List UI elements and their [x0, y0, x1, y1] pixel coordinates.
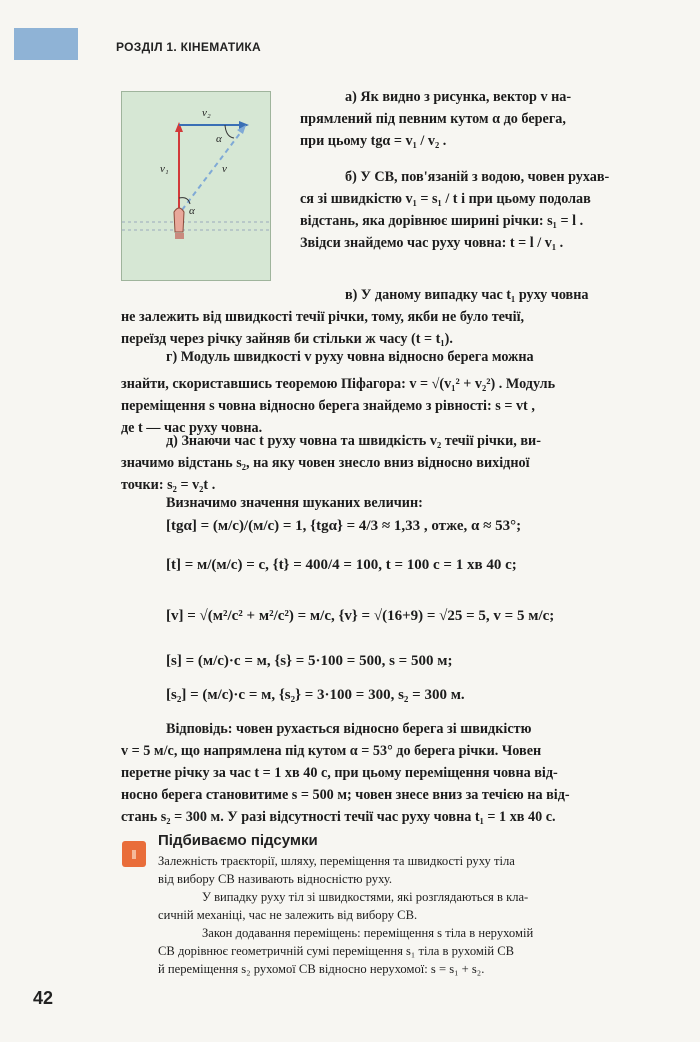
calc-line-t: [t] = м/(м/с) = с, {t} = 400/4 = 100, t = 100 с = 1 хв 40 с;: [166, 557, 517, 573]
page-number: 42: [33, 988, 54, 1008]
text-line: й переміщення s₂ рухомої СВ відносно нерухомої: s = s₁ + s₂.: [158, 962, 485, 976]
text-line: б) У СВ, пов'язаній з водою, човен рухав-: [345, 169, 610, 185]
text-line: носно берега становитиме s = 500 м; човен знесе вниз за течією на від-: [121, 787, 570, 803]
text-line: точки: s₂ = v₂t .: [121, 477, 216, 493]
text-line: СВ дорівнює геометричній сумі переміщення s₁ тіла в рухомій СВ: [158, 944, 515, 958]
text-line: прямлений під певним кутом α до берега,: [300, 111, 566, 127]
vector-diagram-svg: [122, 92, 270, 280]
calc-intro: Визначимо значення шуканих величин:: [166, 495, 423, 511]
paragraph-g: [121, 346, 661, 439]
vector-figure: [121, 91, 271, 281]
text-line: Відповідь: човен рухається відносно берега зі швидкістю: [166, 721, 532, 737]
text-line: сичній механіці, час не залежить від вибору СВ.: [158, 908, 418, 922]
text-line: Звідси знайдемо час руху човна: t = l / v₁ .: [300, 235, 564, 251]
paragraph-d: [121, 430, 661, 496]
text-line: Залежність траєкторії, шляху, переміщення та швидкості руху тіла: [158, 854, 515, 868]
text-line: від вибору СВ називають відносністю руху.: [158, 872, 393, 886]
text-line: перетне річку за час t = 1 хв 40 с, при цьому переміщення човна від-: [121, 765, 558, 781]
answer-paragraph: [121, 718, 661, 828]
text-line: знайти, скориставшись теоремою Піфагора: v = √(v₁² + v₂²) . Модуль: [121, 376, 556, 392]
summary-text: [158, 852, 668, 978]
calc-line-v: [v] = √(м²/с² + м²/с²) = м/с, {v} = √(16+9) = √25 = 5, v = 5 м/с;: [166, 608, 555, 624]
paragraph-v: [121, 284, 661, 350]
header-color-tab: [14, 28, 78, 60]
paragraph-a: [300, 86, 660, 152]
calc-line-tg: [tgα] = (м/с)/(м/с) = 1, {tgα} = 4/3 ≈ 1,33 , отже, α ≈ 53°;: [166, 518, 522, 534]
text-line: значимо відстань s₂, на яку човен знесло вниз відносно вихідної: [121, 455, 530, 471]
chapter-header: РОЗДІЛ 1. КІНЕМАТИКА: [116, 40, 262, 54]
text-line: в) У даному випадку час t₁ руху човна: [345, 287, 589, 303]
calc-line-s2: [s₂] = (м/с)·с = м, {s₂} = 3·100 = 300, s₂ = 300 м.: [166, 687, 465, 703]
summary-section-icon: [122, 841, 146, 867]
text-line: г) Модуль швидкості v руху човна відносно берега можна: [166, 349, 534, 365]
text-line: стань s₂ = 300 м. У разі відсутності течії час руху човна t₁ = 1 хв 40 с.: [121, 809, 556, 825]
label-v1: v₁: [160, 163, 169, 175]
text-line: Закон додавання переміщень: переміщення s тіла в нерухомій: [202, 926, 534, 940]
text-line: д) Знаючи час t руху човна та швидкість v₂ течії річки, ви-: [166, 433, 541, 449]
text-line: відстань, яка дорівнює ширині річки: s₁ = l .: [300, 213, 584, 229]
text-line: переміщення s човна відносно берега знайдемо з рівності: s = vt ,: [121, 398, 535, 414]
text-line: ся зі швидкістю v₁ = s₁ / t і при цьому подолав: [300, 191, 591, 207]
text-line: а) Як видно з рисунка, вектор v на-: [345, 89, 572, 105]
text-line: v = 5 м/с, що напрямлена під кутом α = 53° до берега річки. Човен: [121, 743, 542, 759]
label-v: v: [222, 163, 227, 175]
text-line: при цьому tgα = v₁ / v₂ .: [300, 133, 447, 149]
text-line: У випадку руху тіл зі швидкостями, які розглядаються в кла-: [202, 890, 529, 904]
paragraph-b: [300, 166, 660, 254]
label-alpha-top: α: [216, 133, 222, 145]
summary-title: Підбиваємо підсумки: [158, 832, 318, 849]
text-line: де t — час руху човна.: [121, 420, 263, 436]
label-v2: v₂: [202, 107, 211, 119]
text-line: не залежить від швидкості течії річки, тому, якби не було течії,: [121, 309, 525, 325]
calc-line-s: [s] = (м/с)·с = м, {s} = 5·100 = 500, s = 500 м;: [166, 653, 453, 669]
label-alpha-bottom: α: [189, 205, 195, 217]
text-line: переїзд через річку зайняв би стільки ж часу (t = t₁).: [121, 331, 453, 347]
